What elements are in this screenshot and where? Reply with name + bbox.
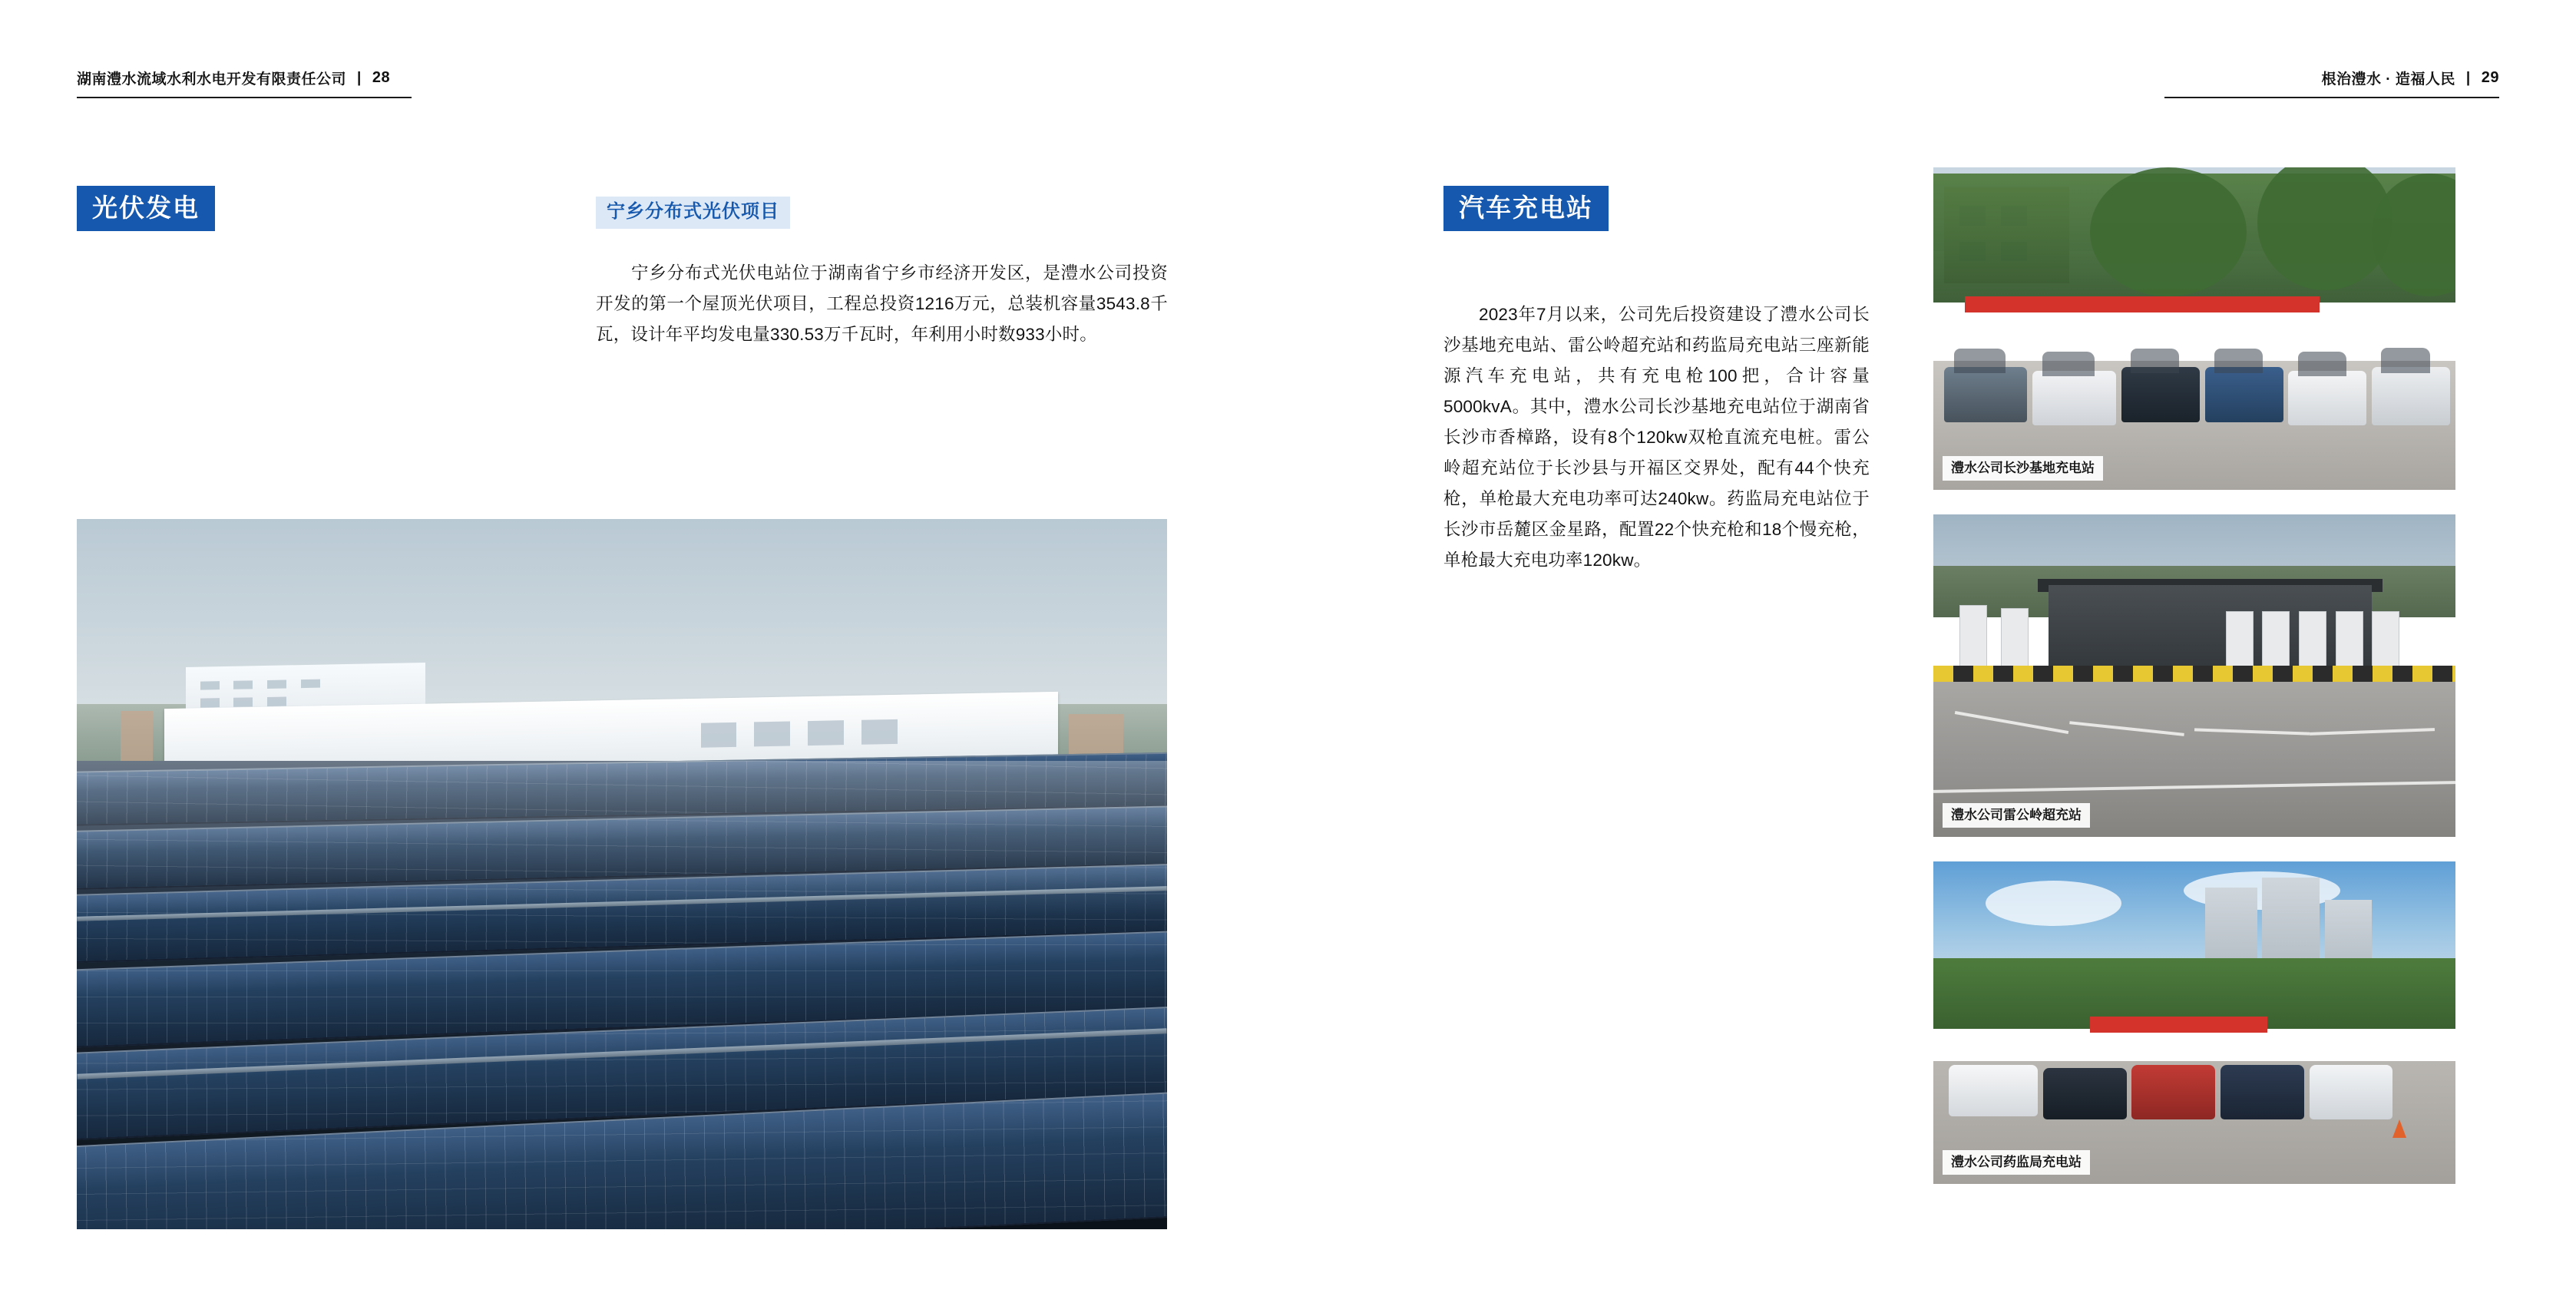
photo-car bbox=[2205, 367, 2283, 422]
header-rule-left bbox=[77, 97, 412, 98]
photo-window bbox=[233, 697, 253, 706]
photo-changsha-base-charging-station bbox=[1933, 167, 2455, 490]
photo-warning-kerb bbox=[1933, 666, 2455, 682]
photo-leigongling-supercharging-station bbox=[1933, 514, 2455, 837]
photo-caption: 澧水公司雷公岭超充站 bbox=[1943, 803, 2090, 828]
running-head-right-text: 根治澧水 · 造福人民 bbox=[2321, 71, 2455, 88]
photo-window bbox=[200, 680, 220, 689]
photo-car bbox=[2121, 367, 2200, 422]
photo-caption: 澧水公司长沙基地充电站 bbox=[1943, 456, 2103, 481]
photo-charging-pile bbox=[2299, 611, 2326, 667]
photo-window bbox=[200, 697, 220, 706]
running-head-left bbox=[77, 68, 390, 88]
running-head-left-text: 湖南澧水流域水利水电开发有限责任公司 bbox=[77, 71, 347, 88]
photo-drug-administration-charging-station bbox=[1933, 861, 2455, 1184]
photo-traffic-cone bbox=[2392, 1119, 2406, 1138]
photo-rooftop-solar-panels bbox=[77, 519, 1167, 1229]
page-number-left: 28 bbox=[372, 69, 391, 86]
body-text-left: 宁乡分布式光伏电站位于湖南省宁乡市经济开发区，是澧水公司投资开发的第一个屋顶光伏项目，工程总投资1216万元，总装机容量3543.8千瓦，设计年平均发电量330.53万千瓦时，年利用小时数933小时。 bbox=[596, 263, 1168, 344]
photo-charging-pile bbox=[2336, 611, 2363, 667]
photo-car bbox=[2043, 1068, 2127, 1119]
photo-charging-pile bbox=[2372, 611, 2399, 667]
section-title-photovoltaic: 光伏发电 bbox=[77, 186, 215, 231]
photo-car bbox=[1949, 1065, 2038, 1116]
photo-window bbox=[301, 679, 320, 688]
running-head-separator: | bbox=[2465, 69, 2471, 86]
photo-car bbox=[2032, 371, 2116, 425]
photo-window bbox=[700, 722, 736, 748]
body-text-right: 2023年7月以来，公司先后投资建设了澧水公司长沙基地充电站、雷公岭超充站和药监局充电站三座新能源汽车充电站，共有充电枪100把，合计容量5000kvA。其中，澧水公司长沙基地充电站位于湖南省长沙市香樟路，设有8个120kw双枪直流充电桩。雷公岭超充站位于长沙县与开福区交界处，配有44个快充枪，单枪最大充电功率可达240kw。药监局充电站位于长沙市岳麓区金星路，配置22个快充枪和18个慢充枪，单枪最大充电功率120kw。 bbox=[1443, 305, 1870, 570]
photo-charging-pile bbox=[1959, 605, 1987, 671]
photo-window bbox=[267, 696, 286, 706]
photo-window bbox=[861, 719, 898, 745]
photo-car bbox=[2131, 1065, 2215, 1119]
photo-car bbox=[2221, 1065, 2304, 1119]
photo-car bbox=[2288, 371, 2366, 425]
photo-charging-pile bbox=[2262, 611, 2290, 667]
page-number-right: 29 bbox=[2481, 69, 2499, 86]
photo-window bbox=[233, 679, 253, 689]
photo-charging-pile bbox=[2001, 608, 2029, 671]
photo-cloud bbox=[1986, 881, 2121, 926]
photo-window bbox=[754, 721, 790, 746]
photo-window bbox=[267, 679, 286, 689]
photo-caption: 澧水公司药监局充电站 bbox=[1943, 1150, 2090, 1175]
subsection-title-ningxiang: 宁乡分布式光伏项目 bbox=[596, 197, 790, 229]
photo-red-banner bbox=[2090, 1017, 2267, 1033]
photo-car bbox=[1944, 367, 2028, 422]
photo-charging-pile bbox=[2226, 611, 2254, 667]
photo-rooftop-field bbox=[77, 761, 1167, 1230]
photo-red-banner bbox=[1965, 296, 2320, 312]
photo-window bbox=[808, 720, 844, 746]
header-rule-right bbox=[2164, 97, 2499, 98]
section-title-charging-station: 汽车充电站 bbox=[1443, 186, 1609, 231]
photo-tree bbox=[2090, 167, 2247, 296]
running-head-separator: | bbox=[357, 69, 362, 86]
photo-car bbox=[2310, 1065, 2393, 1119]
photo-car bbox=[2372, 367, 2450, 425]
running-head-right bbox=[2322, 68, 2499, 88]
